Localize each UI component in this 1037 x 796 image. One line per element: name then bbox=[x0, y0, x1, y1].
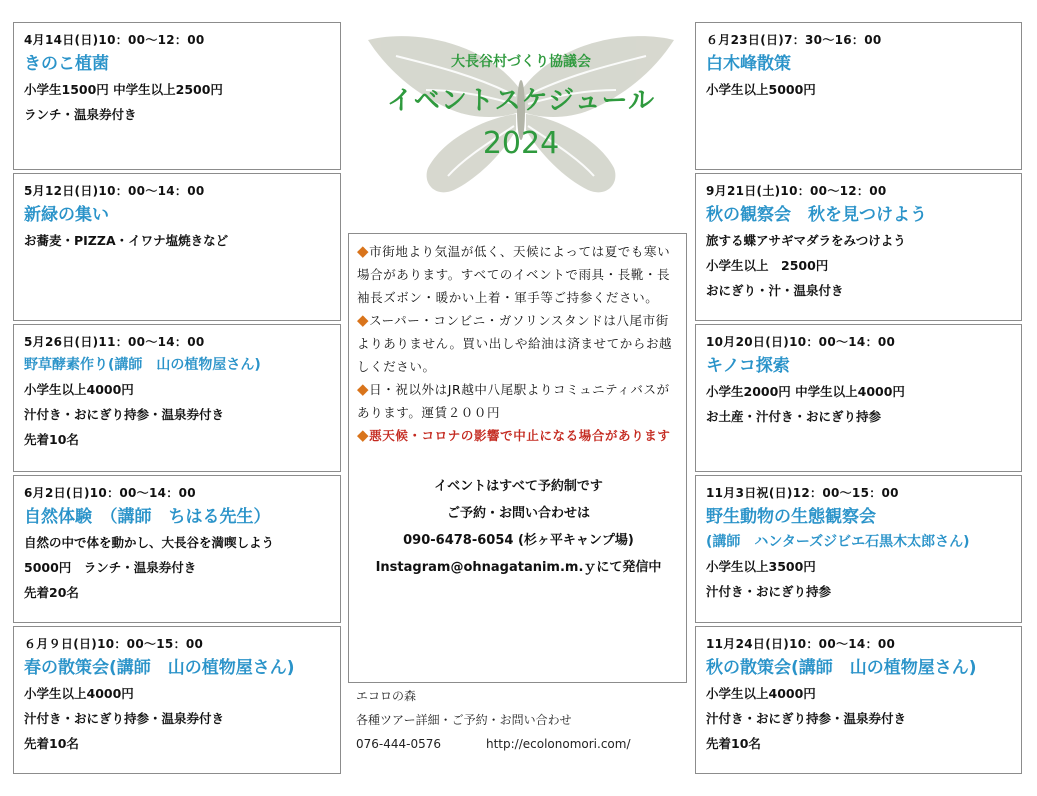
event-date: 9月21日(土)10：00〜12：00 bbox=[706, 184, 887, 198]
event-detail: 自然の中で体を動かし、大長谷を満喫しよう bbox=[24, 535, 275, 550]
reservation-info bbox=[357, 473, 680, 581]
event-date: 6月2日(日)10：00〜14：00 bbox=[24, 486, 196, 500]
event-date: 11月24日(日)10：00〜14：00 bbox=[706, 637, 896, 651]
event-title: キノコ探索 bbox=[706, 356, 790, 376]
event-date: 5月26日(日)11：00〜14：00 bbox=[24, 335, 205, 349]
event-detail: 先着10名 bbox=[24, 736, 79, 751]
note-item: ◆スーパー・コンビニ・ガソリンスタンドは八尾市街よりありません。買い出しや給油は済ませてからお越しください。 bbox=[357, 311, 673, 374]
event-title: 野草酵素作り(講師 山の植物屋さん) bbox=[24, 357, 261, 373]
event-detail: 小学生以上5000円 bbox=[706, 82, 816, 97]
event-date: 11月3日祝(日)12：00〜15：00 bbox=[706, 486, 899, 500]
event-detail: おにぎり・汁・温泉付き bbox=[706, 283, 844, 298]
event-date: 10月20日(日)10：00〜14：00 bbox=[706, 335, 896, 349]
event-detail: 汁付き・おにぎり持参・温泉券付き bbox=[24, 711, 225, 726]
event-title: 秋の観察会 秋を見つけよう bbox=[706, 205, 927, 225]
event-detail: お蕎麦・PIZZA・イワナ塩焼きなど bbox=[24, 233, 229, 248]
event-detail: 小学生以上 2500円 bbox=[706, 258, 829, 273]
event-detail: 小学生2000円 中学生以上4000円 bbox=[706, 384, 905, 399]
event-detail: お土産・汁付き・おにぎり持参 bbox=[706, 409, 882, 424]
note-item: ◆市街地より気温が低く、天候によっては夏でも寒い場合があります。すべてのイベントで雨具・長靴・長袖長ズボン・暖かい上着・軍手等ご持参ください。 bbox=[357, 242, 671, 305]
diamond-icon: ◆ bbox=[357, 242, 370, 260]
reservation-notice: イベントはすべて予約制です bbox=[434, 479, 603, 494]
event-card bbox=[695, 475, 1022, 623]
diamond-icon: ◆ bbox=[357, 380, 370, 398]
event-card bbox=[695, 22, 1022, 170]
event-card bbox=[13, 324, 341, 472]
event-detail: 汁付き・おにぎり持参 bbox=[706, 584, 832, 599]
inquiry-label: ご予約・お問い合わせは bbox=[446, 506, 590, 521]
footer-url[interactable]: http://ecolonomori.com/ bbox=[486, 737, 631, 751]
event-title: 野生動物の生態観察会 bbox=[706, 507, 876, 527]
event-card bbox=[13, 173, 341, 321]
event-card bbox=[695, 626, 1022, 774]
schedule-year: 2024 bbox=[482, 126, 560, 161]
event-title: 秋の散策会(講師 山の植物屋さん) bbox=[706, 658, 977, 678]
page-title: イベントスケジュール bbox=[386, 86, 656, 116]
event-detail: 先着10名 bbox=[706, 736, 761, 751]
event-detail: 小学生以上4000円 bbox=[706, 686, 816, 701]
event-detail: 小学生以上4000円 bbox=[24, 382, 134, 397]
event-title: 新緑の集い bbox=[24, 205, 109, 225]
event-detail: 小学生1500円 中学生以上2500円 bbox=[24, 82, 223, 97]
footer-description: 各種ツアー詳細・ご予約・お問い合わせ bbox=[356, 713, 572, 727]
event-detail: 先着10名 bbox=[24, 432, 79, 447]
event-card bbox=[13, 626, 341, 774]
footer-org-name: エコロの森 bbox=[356, 689, 417, 703]
event-title: きのこ植菌 bbox=[24, 54, 109, 74]
event-detail: 汁付き・おにぎり持参・温泉券付き bbox=[706, 711, 907, 726]
note-item: ◆日・祝以外はJR越中八尾駅よりコミュニティバスがあります。運賃２００円 bbox=[357, 380, 670, 420]
footer-phone: 076-444-0576 bbox=[356, 737, 442, 751]
phone-number: 090-6478-6054 (杉ヶ平キャンプ場) bbox=[403, 533, 634, 548]
event-card bbox=[695, 324, 1022, 472]
event-title: 春の散策会(講師 山の植物屋さん) bbox=[24, 658, 295, 678]
event-date: ６月９日(日)10：00〜15：00 bbox=[24, 637, 204, 651]
footer bbox=[356, 684, 696, 756]
event-date: ６月23日(日)7：30〜16：00 bbox=[706, 33, 882, 47]
event-detail: 汁付き・おにぎり持参・温泉券付き bbox=[24, 407, 225, 422]
event-detail: ランチ・温泉券付き bbox=[24, 107, 137, 122]
event-instructor: (講師 ハンターズジビエ石黒木太郎さん) bbox=[706, 534, 970, 550]
instagram-handle: Instagram@ohnagatanim.m.ｙにて発信中 bbox=[375, 560, 662, 575]
diamond-icon: ◆ bbox=[357, 311, 370, 329]
organization-name: 大長谷村づくり協議会 bbox=[451, 54, 591, 70]
event-title: 白木峰散策 bbox=[706, 54, 791, 74]
event-card bbox=[13, 475, 341, 623]
event-title: 自然体験 （講師 ちはる先生） bbox=[24, 507, 271, 527]
diamond-icon: ◆ bbox=[357, 426, 370, 444]
event-detail: 小学生以上3500円 bbox=[706, 559, 816, 574]
event-detail: 先着20名 bbox=[24, 585, 79, 600]
event-detail: 旅する蝶アサギマダラをみつけよう bbox=[706, 233, 906, 248]
event-card bbox=[695, 173, 1022, 321]
notes-panel bbox=[348, 233, 687, 683]
warning-note: ◆悪天候・コロナの影響で中止になる場合があります bbox=[357, 426, 671, 444]
event-date: 4月14日(日)10：00〜12：00 bbox=[24, 33, 205, 47]
event-detail: 小学生以上4000円 bbox=[24, 686, 134, 701]
event-card bbox=[13, 22, 341, 170]
event-detail: 5000円 ランチ・温泉券付き bbox=[24, 560, 197, 575]
event-date: 5月12日(日)10：00〜14：00 bbox=[24, 184, 205, 198]
